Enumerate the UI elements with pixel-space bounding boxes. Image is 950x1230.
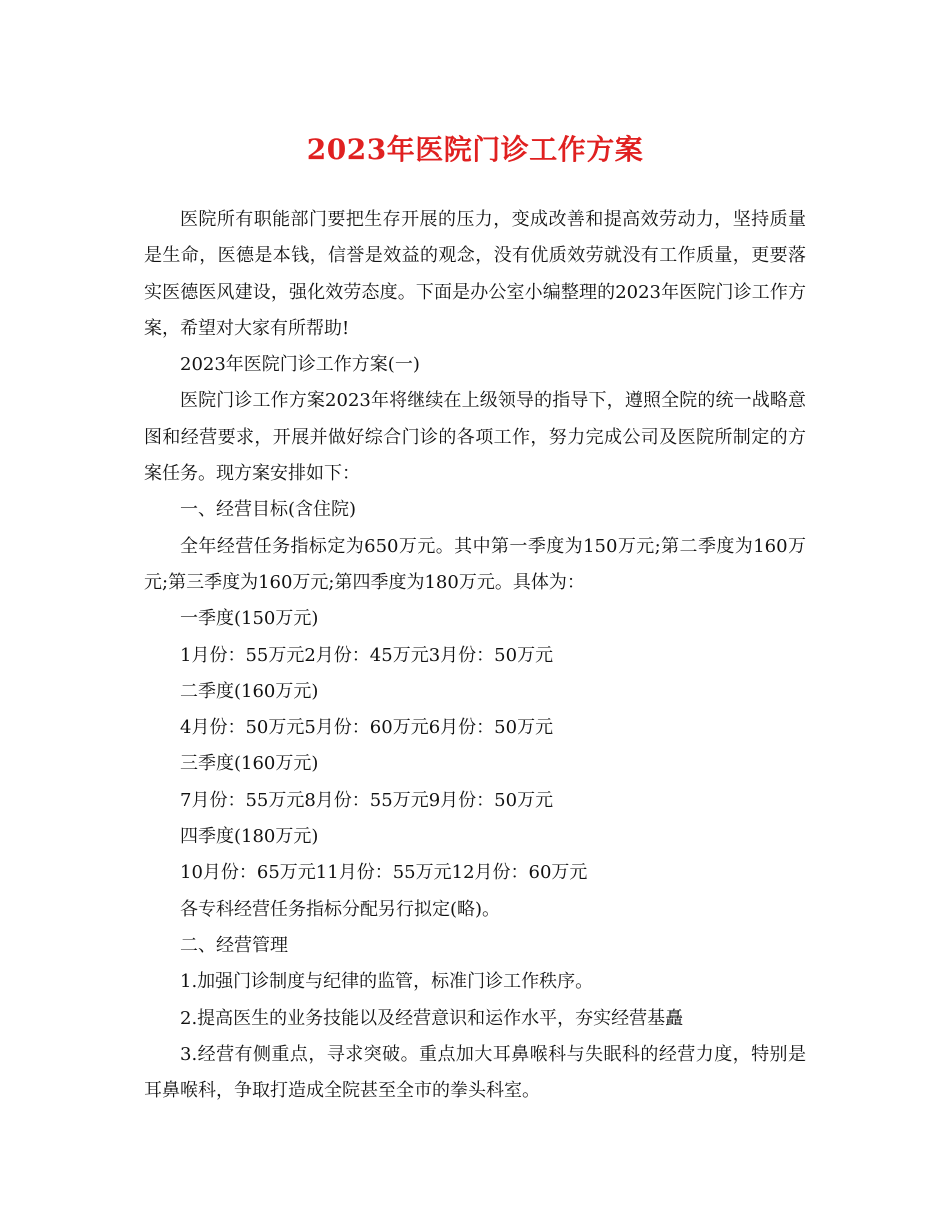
list-item-3: 3.经营有侧重点，寻求突破。重点加大耳鼻喉科与失眠科的经营力度，特别是耳鼻喉科，争取打造成全院甚至全市的拳头科室。 xyxy=(144,1043,806,1102)
heading-business-management: 二、经营管理 xyxy=(180,934,288,956)
quarter-1-months: 1月份：55万元2月份：45万元3月份：50万元 xyxy=(180,644,554,666)
quarter-2-heading: 二季度(160万元) xyxy=(180,680,319,702)
paragraph-department-targets: 各专科经营任务指标分配另行拟定(略)。 xyxy=(180,898,501,920)
paragraph-section-heading: 2023年医院门诊工作方案(一) xyxy=(180,354,420,376)
paragraph-plan-overview: 医院门诊工作方案2023年将继续在上级领导的指导下，遵照全院的统一战略意图和经营要求，开展并做好综合门诊的各项工作，努力完成公司及医院所制定的方案任务。现方案安排如下： xyxy=(144,390,806,485)
quarter-2-months: 4月份：50万元5月份：60万元6月份：50万元 xyxy=(180,717,554,739)
paragraph-annual-target: 全年经营任务指标定为650万元。其中第一季度为150万元;第二季度为160万元;第三季度为160万元;第四季度为180万元。具体为： xyxy=(144,535,806,593)
list-item-2: 2.提高医生的业务技能以及经营意识和运作水平，夯实经营基矗 xyxy=(180,1007,684,1029)
quarter-1-heading: 一季度(150万元) xyxy=(180,608,319,630)
heading-business-goals: 一、经营目标(含住院) xyxy=(180,499,357,521)
quarter-3-months: 7月份：55万元8月份：55万元9月份：50万元 xyxy=(180,789,554,811)
paragraph-intro: 医院所有职能部门要把生存开展的压力，变成改善和提高效劳动力，坚持质量是生命，医德是本钱，信誉是效益的观念，没有优质效劳就没有工作质量，更要落实医德医风建设，强化效劳态度。下面是办公室小编整理的2023年医院门诊工作方案，希望对大家有所帮助! xyxy=(144,209,806,339)
list-item-1: 1.加强门诊制度与纪律的监管，标准门诊工作秩序。 xyxy=(180,971,594,993)
quarter-4-months: 10月份：65万元11月份：55万元12月份：60万元 xyxy=(180,862,588,884)
quarter-3-heading: 三季度(160万元) xyxy=(180,753,319,775)
document-title: 2023年医院门诊工作方案 xyxy=(306,133,644,166)
document-body xyxy=(144,202,806,1109)
quarter-4-heading: 四季度(180万元) xyxy=(180,826,319,848)
